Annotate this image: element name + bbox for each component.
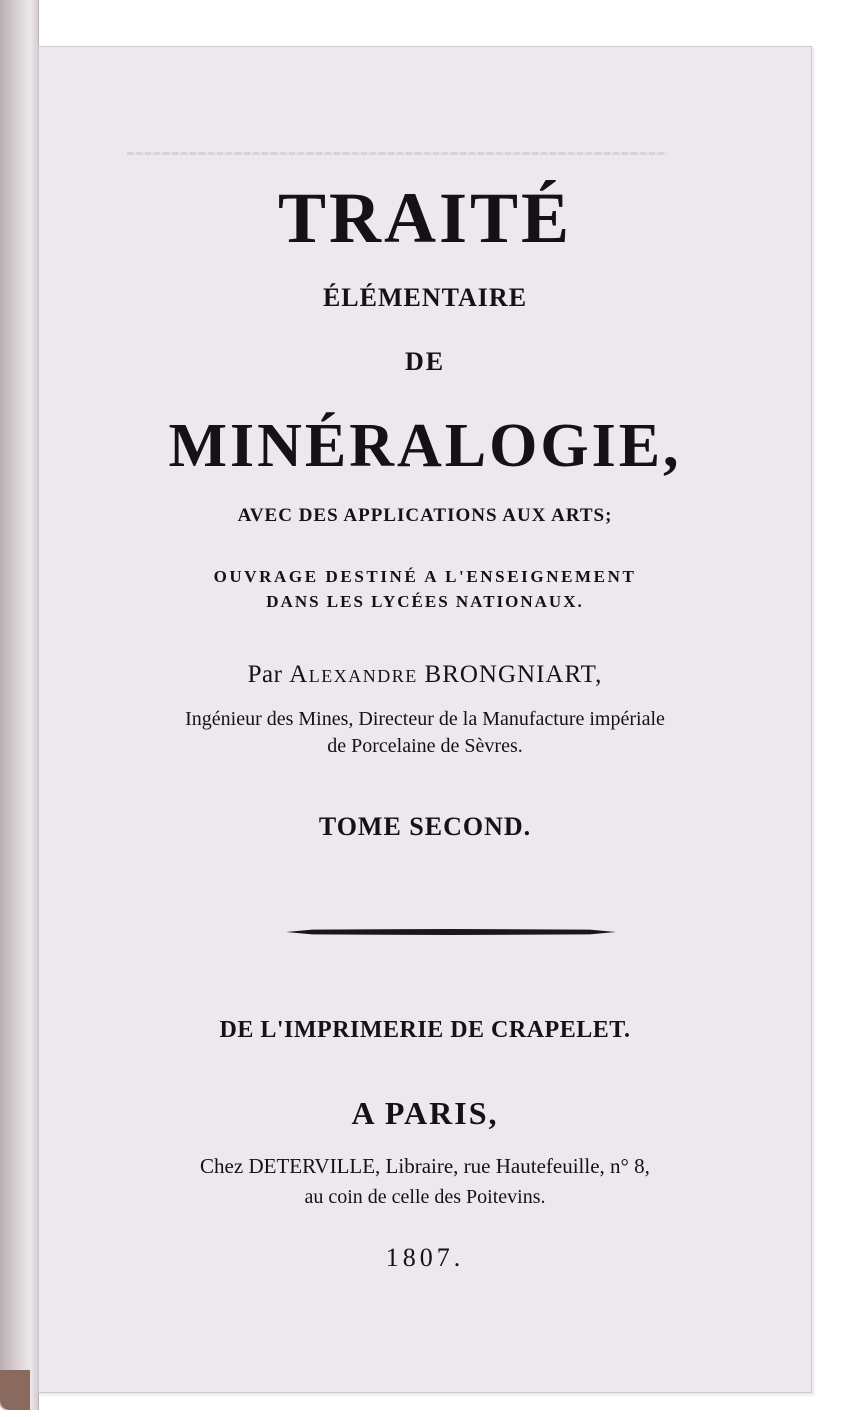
author-role-line1: Ingénieur des Mines, Directeur de la Manufacture impériale — [185, 708, 665, 730]
title-line-de: DE — [404, 347, 446, 376]
subtitle-lycees: DANS LES LYCÉES NATIONAUX. — [266, 592, 584, 611]
volume-label: TOME SECOND. — [318, 812, 532, 841]
author-last-name: BRONGNIART, — [424, 661, 603, 688]
author-first-name: Alexandre — [289, 661, 418, 688]
title-line-elementaire: ÉLÉMENTAIRE — [322, 283, 528, 312]
publication-year: 1807. — [385, 1243, 465, 1272]
book-binding — [0, 0, 39, 1410]
title-page — [38, 46, 812, 1393]
city-line: A PARIS, — [351, 1095, 499, 1131]
printer-line: DE L'IMPRIMERIE DE CRAPELET. — [219, 1017, 631, 1043]
publisher-address-line2: au coin de celle des Poitevins. — [304, 1186, 546, 1208]
author-prefix: Par — [247, 661, 283, 688]
bleed-through-rule — [127, 152, 667, 155]
book-title: TRAITÉ — [277, 178, 573, 258]
decorative-rule — [286, 929, 616, 935]
author-role-line2: de Porcelaine de Sèvres. — [327, 735, 523, 757]
binding-cover-edge — [0, 1370, 30, 1410]
title-line-mineralogie: MINÉRALOGIE, — [168, 412, 682, 480]
author-line — [39, 661, 811, 689]
publisher-address-line1: Chez DETERVILLE, Libraire, rue Hautefeuille, n° 8, — [200, 1154, 650, 1178]
subtitle-applications: AVEC DES APPLICATIONS AUX ARTS; — [237, 505, 613, 526]
subtitle-ouvrage: OUVRAGE DESTINÉ A L'ENSEIGNEMENT — [213, 567, 637, 586]
